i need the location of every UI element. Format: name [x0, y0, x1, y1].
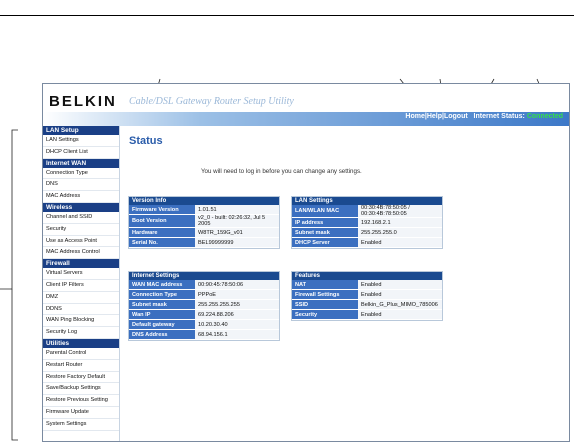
row-label: DHCP Server	[292, 238, 358, 248]
features-panel	[291, 271, 443, 321]
sidebar-item[interactable]: MAC Address Control	[43, 247, 119, 259]
row-value: 192.168.2.1	[358, 218, 442, 228]
row-value: W8TR_159G_v01	[195, 228, 279, 238]
brand-subtitle: Cable/DSL Gateway Router Setup Utility	[129, 96, 294, 107]
panel-title: Version Info	[129, 197, 279, 205]
panel-title: LAN Settings	[292, 197, 442, 205]
version-info-table	[129, 205, 279, 248]
row-value: 255.255.255.255	[195, 300, 279, 310]
nav-logout[interactable]: Logout	[443, 113, 468, 120]
sidebar-item[interactable]: Security Log	[43, 327, 119, 339]
row-value: 255.255.255.0	[358, 228, 442, 238]
row-value: 68.94.156.1	[195, 330, 279, 340]
row-value: 10.20.30.40	[195, 320, 279, 330]
sidebar-section-header: Internet WAN	[43, 159, 119, 168]
internet-settings-panel	[128, 271, 280, 341]
sidebar-item[interactable]: DMZ	[43, 292, 119, 304]
row-label: WAN MAC address	[129, 280, 195, 290]
row-value: Belkin_G_Plus_MIMO_785006	[358, 300, 442, 310]
row-value: Enabled	[358, 280, 442, 290]
lan-settings-table	[292, 205, 442, 248]
row-label: Firmware Version	[129, 205, 195, 215]
sidebar-item[interactable]: Use as Access Point	[43, 236, 119, 248]
row-value: Enabled	[358, 238, 442, 248]
row-label: Serial No.	[129, 238, 195, 248]
row-label: Default gateway	[129, 320, 195, 330]
nav-links: Home|Help|Logout Internet Status: Connected	[405, 113, 563, 120]
main-content	[123, 126, 569, 441]
sidebar-item[interactable]: DNS	[43, 179, 119, 191]
top-rule	[0, 15, 574, 16]
row-value: 00:30:4B:78:50:05 / 00:30:4B:78:50:05	[358, 205, 442, 218]
sidebar-item[interactable]: Save/Backup Settings	[43, 383, 119, 395]
sidebar	[43, 126, 120, 441]
row-label: Connection Type	[129, 290, 195, 300]
row-value: BEL99999999	[195, 238, 279, 248]
row-label: Subnet mask	[129, 300, 195, 310]
sidebar-item[interactable]: DHCP Client List	[43, 147, 119, 159]
sidebar-item[interactable]: Firmware Update	[43, 407, 119, 419]
header	[43, 84, 569, 126]
panel-title: Internet Settings	[129, 272, 279, 280]
top-nav-bar	[43, 112, 569, 126]
sidebar-item[interactable]: Parental Control	[43, 348, 119, 360]
row-label: Security	[292, 310, 358, 320]
sidebar-section-header: Utilities	[43, 339, 119, 348]
row-label: Firewall Settings	[292, 290, 358, 300]
login-notice: You will need to log in before you can change any settings.	[201, 168, 362, 175]
internet-status-label: Internet Status:	[473, 113, 525, 120]
row-label: Boot Version	[129, 215, 195, 228]
sidebar-item[interactable]: Restore Factory Default	[43, 372, 119, 384]
row-value: 69.224.88.206	[195, 310, 279, 320]
row-value: 00:90:45:78:50:06	[195, 280, 279, 290]
row-label: LAN/WLAN MAC	[292, 205, 358, 218]
row-value: 1.01.51	[195, 205, 279, 215]
sidebar-item[interactable]: Restart Router	[43, 360, 119, 372]
internet-settings-table	[129, 280, 279, 340]
nav-help[interactable]: Help	[426, 113, 442, 120]
panel-title: Features	[292, 272, 442, 280]
sidebar-item[interactable]: MAC Address	[43, 191, 119, 203]
row-label: SSID	[292, 300, 358, 310]
version-info-panel	[128, 196, 280, 249]
sidebar-item[interactable]: System Settings	[43, 419, 119, 431]
row-label: NAT	[292, 280, 358, 290]
page-title: Status	[129, 135, 163, 147]
sidebar-section-header: Firewall	[43, 259, 119, 268]
sidebar-item[interactable]: Restore Previous Setting	[43, 395, 119, 407]
row-label: DNS Address	[129, 330, 195, 340]
sidebar-item[interactable]: WAN Ping Blocking	[43, 315, 119, 327]
sidebar-item[interactable]: DDNS	[43, 304, 119, 316]
sidebar-item[interactable]: LAN Settings	[43, 135, 119, 147]
sidebar-item[interactable]: Channel and SSID	[43, 212, 119, 224]
sidebar-section-header: LAN Setup	[43, 126, 119, 135]
row-label: IP address	[292, 218, 358, 228]
sidebar-item[interactable]: Client IP Filters	[43, 280, 119, 292]
nav-home[interactable]: Home	[405, 113, 425, 120]
row-value: Enabled	[358, 310, 442, 320]
router-setup-window	[42, 83, 570, 442]
lan-settings-panel	[291, 196, 443, 249]
row-value: v2_0 - built: 02:26:32, Jul 5 2005	[195, 215, 279, 228]
sidebar-item[interactable]: Virtual Servers	[43, 268, 119, 280]
row-label: Subnet mask	[292, 228, 358, 238]
row-label: Hardware	[129, 228, 195, 238]
sidebar-item[interactable]: Security	[43, 224, 119, 236]
brand-logo: BELKIN	[49, 93, 117, 110]
sidebar-item[interactable]: Connection Type	[43, 168, 119, 180]
sidebar-section-header: Wireless	[43, 203, 119, 212]
row-value: Enabled	[358, 290, 442, 300]
row-label: Wan IP	[129, 310, 195, 320]
row-value: PPPoE	[195, 290, 279, 300]
features-table	[292, 280, 442, 320]
internet-status-value: Connected	[526, 113, 563, 120]
